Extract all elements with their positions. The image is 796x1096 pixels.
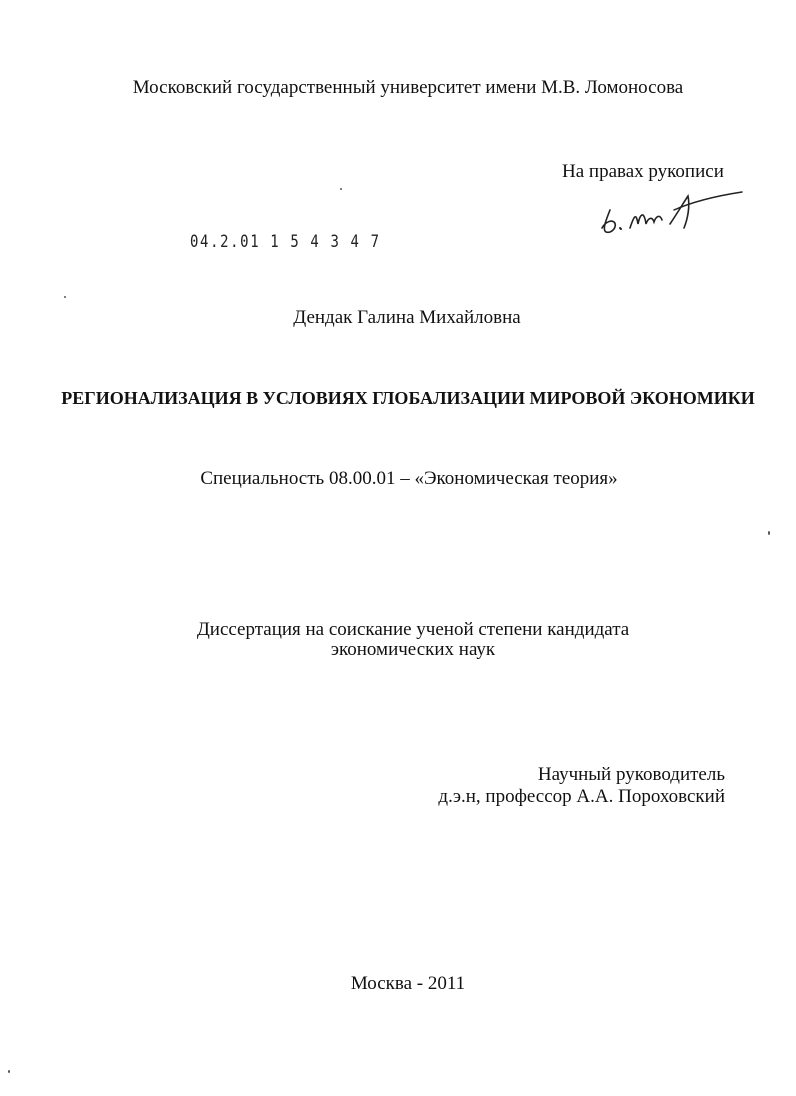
dissertation-title: РЕГИОНАЛИЗАЦИЯ В УСЛОВИЯХ ГЛОБАЛИЗАЦИИ МИРОВОЙ ЭКОНОМИКИ [61,388,755,408]
scan-speck [8,1070,10,1073]
supervisor-role: Научный руководитель [537,764,725,785]
manuscript-rights-note: На правах рукописи [562,161,724,182]
university-name: Московский государственный университет имени М.В. Ломоносова [132,77,684,98]
city-year: Москва - 2011 [350,973,466,994]
handwritten-signature [592,188,752,248]
scan-speck [768,531,770,535]
scan-speck [64,296,66,298]
catalog-number: 04.2.01 1 5 4 3 4 7 [190,232,381,252]
degree-line-1: Диссертация на соискание ученой степени кандидата [196,619,630,640]
scan-speck [340,188,342,190]
specialty-line: Специальность 08.00.01 – «Экономическая теория» [200,468,618,489]
supervisor-name: д.э.н, профессор А.А. Пороховский [438,786,725,807]
degree-line-2: экономических наук [330,639,496,660]
author-name: Дендак Галина Михайловна [293,307,521,328]
